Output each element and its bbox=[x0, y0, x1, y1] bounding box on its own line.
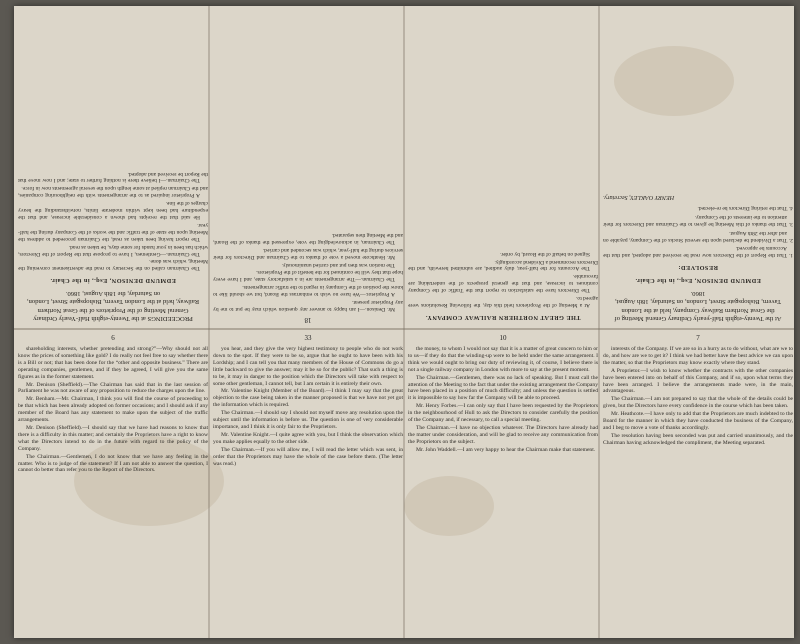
paragraph: The Chairman.—I have no objection whatever. The Directors have already had the matter under consideration, and will be glad to receive any communication from the Proprietors on the subject. bbox=[408, 424, 598, 445]
paragraph: Mr. Denison (Sheffield).—The Chairman has said that in the last session of Parliament he was not aware of any proposition to reduce the charges upon the line. bbox=[18, 381, 208, 395]
paragraph: The Chairman.—Gentlemen, there was no lack of speaking. But I must call the attention of the Meeting to the fact that under the existing arrangement the Company have been placed in a position of much difficulty; and unless the question is settled it is impossible to say how far the Company will be able to proceed. bbox=[408, 374, 598, 402]
folded-broadsheet bbox=[14, 6, 794, 638]
paragraph: The Chairman.—Gentlemen, I do not know that we have any feeling in the matter. Who is to judge of the statement? If I am not able to answer the question, I cannot do better than refer you to the Report of the Directors. bbox=[18, 453, 208, 474]
fold-line bbox=[208, 6, 210, 638]
paragraph: Mr. Henry Forbes.—I can only say that I have been requested by the Proprietors in the neighbourhood of Hull to ask the Directors to consider carefully the position of the Company and, if necessary, to call a special meeting. bbox=[408, 403, 598, 424]
paragraph: The Chairman.—I should say I should not myself move any resolution upon the subject until the information is before us. The question is one of very considerable importance, and I think it is only fair to the Proprietors. bbox=[213, 410, 403, 430]
resolution: 4. That the retiring Directors be re-elected. bbox=[697, 204, 793, 211]
page-bottom-4 bbox=[603, 334, 793, 638]
paragraph: Mr. John Waddell.—I am very happy to hear the Chairman make that statement. bbox=[416, 446, 596, 453]
paragraph: The Chairman.—Gentlemen, I have to propose that the Report of the Directors, which has been in your hands for some days, be taken as read. bbox=[18, 243, 208, 257]
resolution: 3. That the thanks of this Meeting be given to the Chairman and Directors for their attention to the interests of the Company. bbox=[603, 213, 793, 227]
paragraph: you hear, and they give the very highest testimony to people who do not work down to the spot. If they were to be so, argue that he ought to have been with his Lordship; and I can tell you that many members of the House of Commons do go a little backward to give the answer; may it be so for the public? That such a thing is to be, it may in danger to the position which the Directors will take with respect to some other gentleman, I cannot tell, but I am certain it is entirely their own. bbox=[213, 346, 403, 387]
paragraph: Signed on behalf of the Board, by order. bbox=[500, 250, 590, 257]
page-number: 10 bbox=[499, 334, 507, 342]
page-bottom-2 bbox=[213, 334, 403, 638]
paragraph: The Chairman, in acknowledging the vote, expressed the thanks of the Board, and the Meeting then separated. bbox=[213, 231, 403, 245]
paragraph: The resolution having been seconded was put and carried unanimously, and the Chairman having acknowledged the compliment, the Meeting separated. bbox=[603, 432, 793, 446]
paragraph: A Proprietor.—We have no wish to embarrass the Board, but we should like to know the position of the Company in regard to the traffic arrangements. bbox=[213, 284, 403, 298]
page-top-far bbox=[603, 12, 793, 324]
paragraph: The Accounts for the half-year, duly audited, are submitted herewith, and the Directors recommend a Dividend accordingly. bbox=[408, 258, 598, 272]
paragraph: Mr. Heathcote moved a vote of thanks to the Chairman and Directors for their services during the half-year, which was seconded and carried. bbox=[213, 246, 403, 260]
paragraph: The Chairman.—I believe there is nothing further to state; and I now move that the Report be received and adopted. bbox=[18, 170, 208, 184]
company-heading: THE GREAT NORTHERN RAILWAY COMPANY. bbox=[425, 314, 581, 321]
paragraph: He said that the receipts had shown a considerable increase, and that the expenditure had been kept within moderate limits, notwithstanding the heavy charges of the line. bbox=[18, 200, 208, 221]
paragraph: The Chairman.—If you will allow me, I will read the letter which was sent, in order that the Proprietors may have the whole of the case before them. (The letter was read.) bbox=[213, 446, 403, 467]
page-number: 33 bbox=[304, 334, 312, 342]
paragraph: A Proprietor.—I wish to know whether the contracts with the other companies have been entered into on behalf of this Company, and if so, upon what terms they have been arranged. I believe the arrangements made were, in the main, advantageous. bbox=[603, 367, 793, 395]
paragraph: The report having been taken as read, the Chairman proceeded to address the Meeting upon the state of the traffic and the works of the Company during the half-year. bbox=[18, 221, 208, 242]
paragraph: interests of the Company. If we are so in a hurry as to do without, what are we to do, and how are we to get it? I think we had better have the best advice we can upon the matter, so that the Proprietors may know exactly where they stand. bbox=[603, 346, 793, 366]
paragraph: The Chairman.—The arrangements are in a satisfactory state, and I have every hope that they will be continued for the benefit of the Proprietors. bbox=[213, 269, 403, 283]
paragraph: The motion was then put and carried unanimously. bbox=[281, 261, 395, 268]
page-top-mid bbox=[213, 12, 403, 324]
resolution: 2. That a Dividend be declared upon the several Stocks of the Company, payable on and after the 28th August. bbox=[603, 229, 793, 243]
paragraph: At a Meeting of the Proprietors held this day, the following Resolutions were agreed to. bbox=[408, 295, 598, 308]
chair-line: EDMUND DENISON, Esq., in the Chair. bbox=[50, 277, 176, 285]
page-bottom-3 bbox=[408, 334, 598, 638]
chair-line: EDMUND DENISON, Esq., in the Chair. bbox=[635, 277, 761, 285]
paragraph: Mr. Valentine Knight (Member of the Board).—I think I may say that the great objection to the case being taken in the manner proposed is that we have not yet got the information which is required. bbox=[213, 388, 403, 409]
resolution: 1. That the Report of the Directors now read be received and adopted, and that the Accounts be approved. bbox=[603, 245, 793, 259]
paragraph: shareholding interests, whether pretending and strong?”—Why should not all know the prices of something like gold? I do really not feel free to say whether there is a Bill or not; that has been done for the “other and opposite business.” There are operating companies, gentlemen, and if they be agreed, I will give you the same figures as in the former statement. bbox=[18, 346, 208, 380]
meeting-heading: At the Twenty-eighth Half-yearly Ordinary General Meeting of the Great Northern Railway Company, held at the London Tavern, Bishopsgate Street, London, on Saturday, 18th August, 1860. bbox=[614, 289, 782, 322]
proceedings-heading: PROCEEDINGS at the Twenty-eighth Half-Yearly Ordinary General Meeting of the Proprietors of the Great Northern Railway, held at the London Tavern, Bishopsgate Street, London, on Saturday, the 18th August, 1860. bbox=[26, 289, 200, 322]
page-bottom-1 bbox=[18, 334, 208, 638]
paragraph: A Proprietor inquired as to the arrangements with the neighbouring companies, and the Chairman replied at some length upon the several agreements now in force. bbox=[18, 185, 208, 199]
paragraph: Mr. Valentine Knight.—I quite agree with you, but I think the observation which you make applies equally to the other side. bbox=[213, 431, 403, 445]
paragraph: The Chairman.—I am not prepared to say that the whole of the details could be given, but the Directors have every confidence in the course which has been taken. bbox=[603, 396, 793, 410]
fold-line bbox=[14, 328, 794, 330]
secretary-signature: HENRY OAKLEY, Secretary. bbox=[603, 194, 675, 202]
page-number: 18 bbox=[304, 316, 312, 324]
fold-line bbox=[598, 6, 600, 638]
resolved-label: RESOLVED: bbox=[677, 264, 719, 272]
paragraph: The Chairman called on the Secretary to read the advertisement convening the Meeting, which was done. bbox=[18, 258, 208, 272]
page-number: 7 bbox=[696, 334, 700, 342]
paragraph: The Directors have the satisfaction to report that the Traffic of the Company continues to increase, and that the general prospects of the undertaking are favourable. bbox=[408, 273, 598, 294]
fold-line bbox=[403, 6, 405, 638]
page-number: 6 bbox=[111, 334, 115, 342]
paragraph: Mr. Heathcote.—I have only to add that the Proprietors are much indebted to the Board for the manner in which they have conducted the business of the Company, and I beg to move a vote of thanks accordingly. bbox=[603, 411, 793, 431]
paragraph: Mr. Denison (Sheffield).—I should say that we have had reasons to know that there is a difficulty in this matter; and certainly the Proprietors have a right to know what the Directors intend to do in the future with regard to the policy of the Company. bbox=[18, 424, 208, 452]
page-top-right bbox=[408, 12, 598, 324]
page-top-left bbox=[18, 12, 208, 324]
paragraph: the money, to whom I would not say that it is a matter of great concern to him or to us—if they do that the winding-up were to be held under the same arrangement. I think we would ought to bring our duty of reviewing it, of course, I believe there is not a single railway company in London with more to say at the present moment. bbox=[408, 346, 598, 373]
paragraph: Mr. Denison.—I am happy to answer any question which may be put to me by any Proprietor present. bbox=[213, 299, 403, 312]
paragraph: Mr. Benham.—Mr. Chairman, I think you will find the course of proceeding to be that which has been already adopted on former occasions; and I should ask if any member of the Board has any statement to make upon the subject of the traffic arrangements. bbox=[18, 396, 208, 424]
